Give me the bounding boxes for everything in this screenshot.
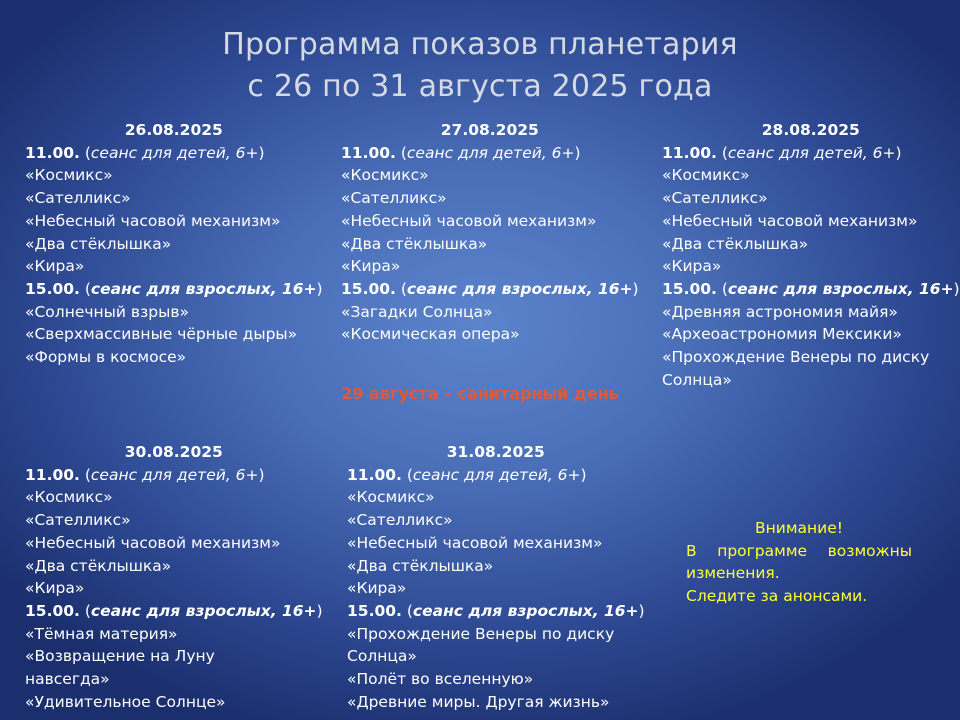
- show-title: «Кира»: [25, 579, 85, 598]
- session-time: 11.00.: [347, 465, 402, 484]
- session-time: 11.00.: [25, 143, 80, 162]
- page-title: [0, 24, 960, 108]
- show-title: «Солнечный взрыв»: [25, 302, 189, 321]
- show-title: «Сателликс»: [25, 189, 131, 208]
- title-line-2: с 26 по 31 августа 2025 года: [247, 69, 713, 104]
- show-title: «Два стёклышка»: [341, 234, 488, 253]
- kids-session-header: 11.00. (сеанс для детей, 6+): [25, 465, 265, 484]
- show-title: «Сателликс»: [25, 511, 131, 530]
- session-time: 15.00.: [25, 601, 80, 620]
- title-line-1: Программа показов планетария: [222, 27, 738, 62]
- show-title: «Возвращение на Луну: [25, 647, 215, 666]
- show-title: Солнца»: [662, 370, 732, 389]
- session-time: 15.00.: [25, 279, 80, 298]
- schedule-day: [25, 119, 323, 369]
- show-title: «Космикс»: [662, 166, 750, 185]
- show-title: «Тёмная материя»: [25, 624, 178, 643]
- show-title: «Небесный часовой механизм»: [25, 211, 281, 230]
- kids-session-header: 11.00. (сеанс для детей, 6+): [341, 143, 581, 162]
- sanitary-day-notice: 29 августа – санитарный день: [341, 384, 619, 403]
- show-title: «Два стёклышка»: [347, 556, 494, 575]
- schedule-day: [662, 119, 960, 391]
- show-title: «Кира»: [347, 579, 407, 598]
- show-title: «Космикс»: [341, 166, 429, 185]
- show-title: «Космикс»: [25, 488, 113, 507]
- notice-footer: Следите за анонсами.: [686, 587, 868, 606]
- session-audience-note: сеанс для детей, 6+: [90, 143, 259, 162]
- session-audience-note: сеанс для взрослых, 16+: [90, 601, 317, 620]
- show-title: «Кира»: [341, 257, 401, 276]
- schedule-day: [347, 441, 645, 713]
- notice-heading: Внимание!: [755, 519, 843, 537]
- show-title: «Загадки Солнца»: [341, 302, 493, 321]
- show-title: «Кира»: [662, 257, 722, 276]
- adult-session-header: 15.00. (сеанс для взрослых, 16+): [347, 601, 645, 620]
- session-audience-note: сеанс для взрослых, 16+: [412, 601, 639, 620]
- day-date: 30.08.2025: [124, 443, 223, 461]
- adult-session-header: 15.00. (сеанс для взрослых, 16+): [25, 279, 323, 298]
- schedule-day: [25, 441, 323, 713]
- day-date: 31.08.2025: [446, 443, 545, 461]
- show-title: «Удивительное Солнце»: [25, 692, 226, 711]
- show-title: навсегда»: [25, 670, 110, 689]
- show-title: «Небесный часовой механизм»: [25, 533, 281, 552]
- show-title: Солнца»: [347, 647, 417, 666]
- kids-session-header: 11.00. (сеанс для детей, 6+): [662, 143, 902, 162]
- show-title: «Формы в космосе»: [25, 348, 187, 367]
- kids-session-header: 11.00. (сеанс для детей, 6+): [347, 465, 587, 484]
- show-title: «Сателликс»: [347, 511, 453, 530]
- session-audience-note: сеанс для взрослых, 16+: [90, 279, 317, 298]
- session-audience-note: сеанс для детей, 6+: [412, 465, 581, 484]
- day-date: 26.08.2025: [124, 121, 223, 139]
- changes-notice: [686, 517, 912, 608]
- adult-session-header: 15.00. (сеанс для взрослых, 16+): [25, 601, 323, 620]
- show-title: «Сверхмассивные чёрные дыры»: [25, 325, 298, 344]
- session-audience-note: сеанс для взрослых, 16+: [406, 279, 633, 298]
- show-title: «Космикс»: [347, 488, 435, 507]
- show-title: «Небесный часовой механизм»: [347, 533, 603, 552]
- show-title: «Космикс»: [25, 166, 113, 185]
- show-title: «Древние миры. Другая жизнь»: [347, 692, 610, 711]
- schedule-day: [341, 119, 639, 346]
- session-time: 15.00.: [341, 279, 396, 298]
- session-time: 11.00.: [662, 143, 717, 162]
- session-time: 15.00.: [347, 601, 402, 620]
- show-title: «Сателликс»: [341, 189, 447, 208]
- show-title: «Два стёклышка»: [25, 556, 172, 575]
- show-title: «Два стёклышка»: [662, 234, 809, 253]
- show-title: «Сателликс»: [662, 189, 768, 208]
- show-title: «Древняя астрономия майя»: [662, 302, 898, 321]
- notice-body: В программе возможны изменения.: [686, 541, 912, 583]
- show-title: «Небесный часовой механизм»: [341, 211, 597, 230]
- show-title: «Небесный часовой механизм»: [662, 211, 918, 230]
- show-title: «Полёт во вселенную»: [347, 670, 534, 689]
- kids-session-header: 11.00. (сеанс для детей, 6+): [25, 143, 265, 162]
- adult-session-header: 15.00. (сеанс для взрослых, 16+): [341, 279, 639, 298]
- show-title: «Археоастрономия Мексики»: [662, 325, 902, 344]
- session-audience-note: сеанс для взрослых, 16+: [727, 279, 954, 298]
- show-title: «Кира»: [25, 257, 85, 276]
- session-audience-note: сеанс для детей, 6+: [90, 465, 259, 484]
- session-time: 11.00.: [341, 143, 396, 162]
- session-time: 15.00.: [662, 279, 717, 298]
- session-audience-note: сеанс для детей, 6+: [406, 143, 575, 162]
- day-date: 27.08.2025: [440, 121, 539, 139]
- day-date: 28.08.2025: [761, 121, 860, 139]
- show-title: «Два стёклышка»: [25, 234, 172, 253]
- session-audience-note: сеанс для детей, 6+: [727, 143, 896, 162]
- adult-session-header: 15.00. (сеанс для взрослых, 16+): [662, 279, 960, 298]
- session-time: 11.00.: [25, 465, 80, 484]
- show-title: «Прохождение Венеры по диску: [347, 624, 615, 643]
- show-title: «Прохождение Венеры по диску: [662, 348, 930, 367]
- show-title: «Космическая опера»: [341, 325, 520, 344]
